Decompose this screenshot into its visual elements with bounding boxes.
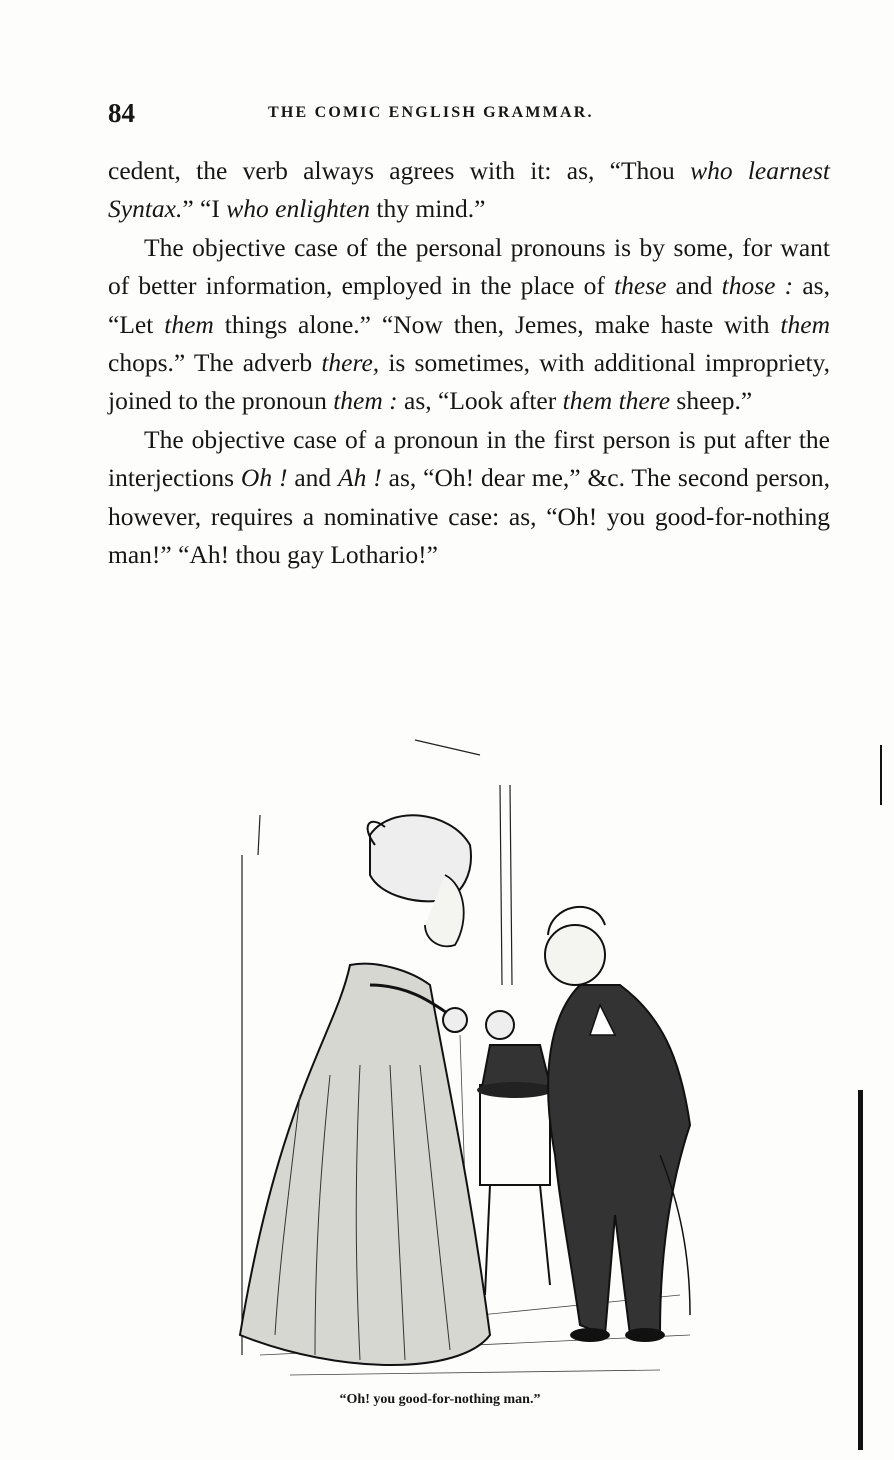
text-run: ” “I [182, 194, 227, 224]
italic-run: those : [721, 271, 794, 301]
italic-run: who enlighten [226, 194, 371, 224]
text-run: The objective case of the personal pronouns is by some, for want of better information, employed in the place of [108, 232, 830, 301]
text-run: and [666, 271, 722, 301]
body-text [108, 152, 830, 574]
text-run: as, “Look after [397, 386, 563, 416]
text-run: cedent, the verb always agrees with it: as, “Thou [108, 156, 691, 185]
page-edge-mark-top [880, 745, 882, 805]
text-run: and [287, 463, 339, 493]
text-run: sheep.” [670, 386, 753, 416]
italic-run: them there [562, 386, 671, 416]
italic-run: them [780, 309, 830, 339]
engraving-woman-scolding-man-icon [220, 735, 720, 1385]
paragraph [108, 229, 830, 421]
italic-run: them [164, 309, 214, 339]
text-run: is sometimes, with additional impropriety, joined to the pronoun [108, 348, 830, 416]
page-edge-mark [858, 1090, 863, 1450]
italic-run: these [614, 271, 667, 301]
illustration-caption: “Oh! you good-for-nothing man.” [339, 1392, 541, 1407]
text-run: as, “Let [108, 271, 830, 339]
text-run: chops.” The adverb [108, 348, 322, 378]
page-number: 84 [108, 98, 135, 128]
italic-run: Oh ! [240, 463, 288, 493]
paragraph [108, 421, 830, 575]
text-run: as, “Oh! dear me,” &c. The second person, however, requires a nominative case: as, “Oh! you good-for-nothing man!” “Ah! thou gay Lothario!” [108, 463, 830, 570]
text-run: thy mind.” [370, 194, 486, 224]
italic-run: who learnest Syntax. [108, 156, 830, 224]
engraving-illustration [220, 735, 720, 1385]
text-run: The objective case of a pronoun in the first person is put after the interjections [108, 424, 830, 493]
italic-run: Ah ! [338, 463, 382, 493]
italic-run: there, [321, 348, 380, 378]
page-header [108, 98, 834, 134]
paragraph [108, 152, 830, 229]
running-title: THE COMIC ENGLISH GRAMMAR. [268, 104, 594, 121]
italic-run: them : [333, 386, 398, 416]
text-run: things alone.” “Now then, Jemes, make haste with [213, 309, 781, 339]
